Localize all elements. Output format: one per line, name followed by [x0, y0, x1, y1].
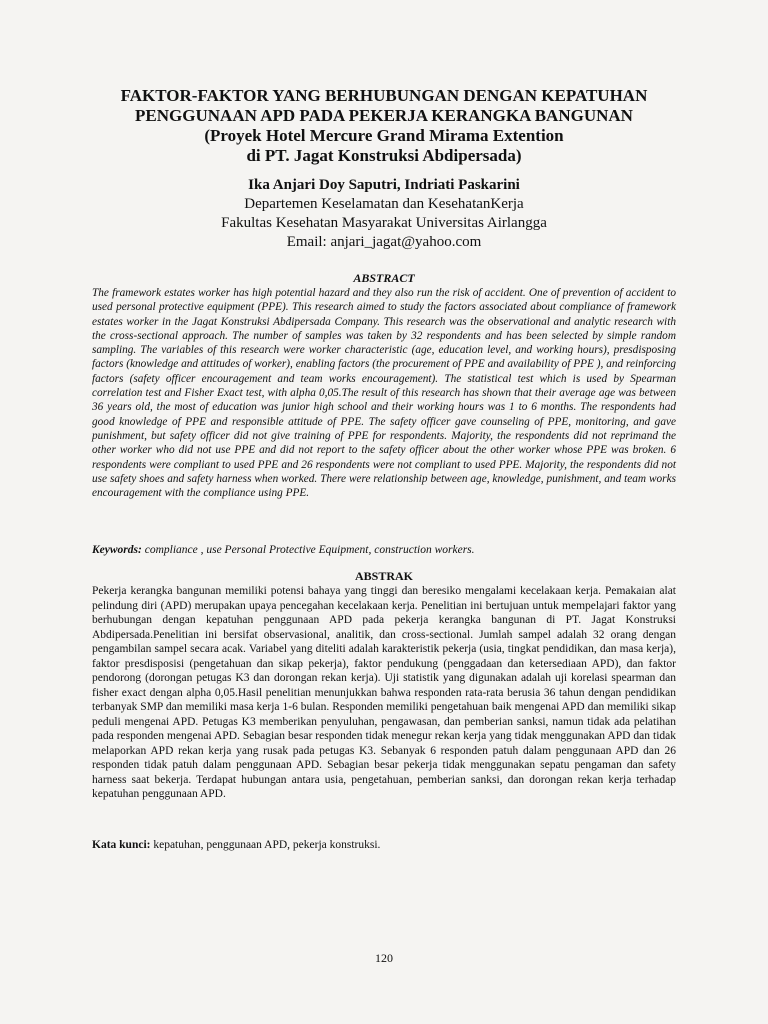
abstract-heading: ABSTRACT	[353, 271, 415, 285]
author-block	[60, 176, 708, 252]
page-number: 120	[375, 951, 393, 965]
keywords-text: compliance , use Personal Protective Equipment, construction workers.	[141, 544, 475, 556]
abstrak-heading: ABSTRAK	[354, 569, 413, 583]
author-faculty: Fakultas Kesehatan Masyarakat Universitas Airlangga	[221, 215, 547, 231]
kata-kunci-text: kepatuhan, penggunaan APD, pekerja konstruksi.	[150, 839, 381, 851]
author-email: Email: anjari_jagat@yahoo.com	[286, 234, 482, 250]
kata-kunci-label: Kata kunci:	[92, 839, 151, 851]
title-line-2: PENGGUNAAN APD PADA PEKERJA KERANGKA BANGUNAN	[135, 106, 633, 125]
kata-kunci-line	[92, 838, 676, 852]
author-names: Ika Anjari Doy Saputri, Indriati Paskarini	[248, 177, 520, 193]
abstract-body: The framework estates worker has high potential hazard and they also run the risk of accident. One of prevention of accident to used personal protective equipment (PPE). This research aimed to study the factors associated about compliance of framework estates worker in the Jagat Konstruksi Abdipersada Company. This research was the observational and analytic research with the cross-sectional approach. The number of samples was taken by 32 respondents and has been selected by simple random sampling. The variables of this research were worker characteristic (age, education level, and working hours), presdisposing factors (knowledge and attitudes of worker), enabling factors (the procurement of PPE and availability of PPE ), and reinforcing factors (safety officer encouragement and team works encouragement). The statistical test which is used by Spearman correlation test and Fisher Exact test, with alpha 0,05.The result of this research has shown that their average age was between 36 years old, the most of education was junior high school and their working hours was 1 to 6 months. The respondents had good knowledge of PPE and responsible attitude of PPE. The safety officer gave counseling of PPE, monitoring, and gave punishment, but safety officer did not give training of PPE for respondents. Majority, the respondents did not reprimand the other worker who did not use PPE and did not report to the safety officer about the other worker whose PPE was broken. 6 respondents were compliant to used PPE and 26 respondents were not compliant to used PPE. Majority, the respondents did not use safety shoes and safety harness when worked. There were relationship between age, knowledge, punishment, and team works encouragement with the compliance using PPE.	[92, 287, 676, 500]
title-line-1: FAKTOR-FAKTOR YANG BERHUBUNGAN DENGAN KEPATUHAN	[120, 86, 648, 105]
paper-title	[60, 86, 708, 166]
keywords-label: Keywords:	[92, 544, 142, 556]
title-line-4: di PT. Jagat Konstruksi Abdipersada)	[246, 146, 522, 165]
keywords-line	[92, 543, 676, 557]
author-department: Departemen Keselamatan dan KesehatanKerja	[244, 196, 524, 212]
abstrak-body: Pekerja kerangka bangunan memiliki potensi bahaya yang tinggi dan beresiko mengalami kecelakaan kerja. Pemakaian alat pelindung diri (APD) merupakan upaya pencegahan kecelakaan kerja. Penelitian ini bertujuan untuk mempelajari faktor yang berhubungan dengan kepatuhan penggunaan APD pada pekerja kerangka bangunan di PT. Jagat Konstruksi Abdipersada.Penelitian ini bersifat observasional, analitik, dan cross-sectional. Jumlah sampel adalah 32 orang dengan pengambilan sampel secara acak. Variabel yang diteliti adalah karakteristik pekerja (usia, tingkat pendidikan, dan masa kerja), faktor presdisposisi (pengetahuan dan sikap pekerja), faktor pendukung (penggadaan dan ketersediaan APD), dan faktor pendorong (dorongan petugas K3 dan dorongan rekan kerja). Uji statistik yang digunakan adalah uji korelasi spearman dan fisher exact dengan alpha 0,05.Hasil penelitian menunjukkan bahwa responden rata-rata berusia 36 tahun dengan pendidikan terbanyak SMP dan memiliki masa kerja 1-6 bulan. Responden memiliki pengetahuan baik mengenai APD dan memiliki sikap peduli mengenai APD. Petugas K3 memberikan penyuluhan, pengawasan, dan pemberian sanksi, namun tidak ada pelatihan pada responden mengenai APD. Sebagian besar responden tidak menegur rekan kerja yang tidak menggunakan APD dan tidak melaporkan APD rekan kerja yang rusak pada petugas K3. Sebanyak 6 responden patuh dalam penggunaan APD dan 26 responden tidak patuh dalam penggunaan APD. Sebagian besar pekerja tidak menggunakan sepatu pengaman dan safety harness saat bekerja. Terdapat hubungan antara usia, pengetahuan, pemberian sanksi, dan dorongan rekan kerja terhadap kepatuhan penggunaan APD.	[92, 585, 676, 800]
title-line-3: (Proyek Hotel Mercure Grand Mirama Extention	[204, 126, 564, 145]
